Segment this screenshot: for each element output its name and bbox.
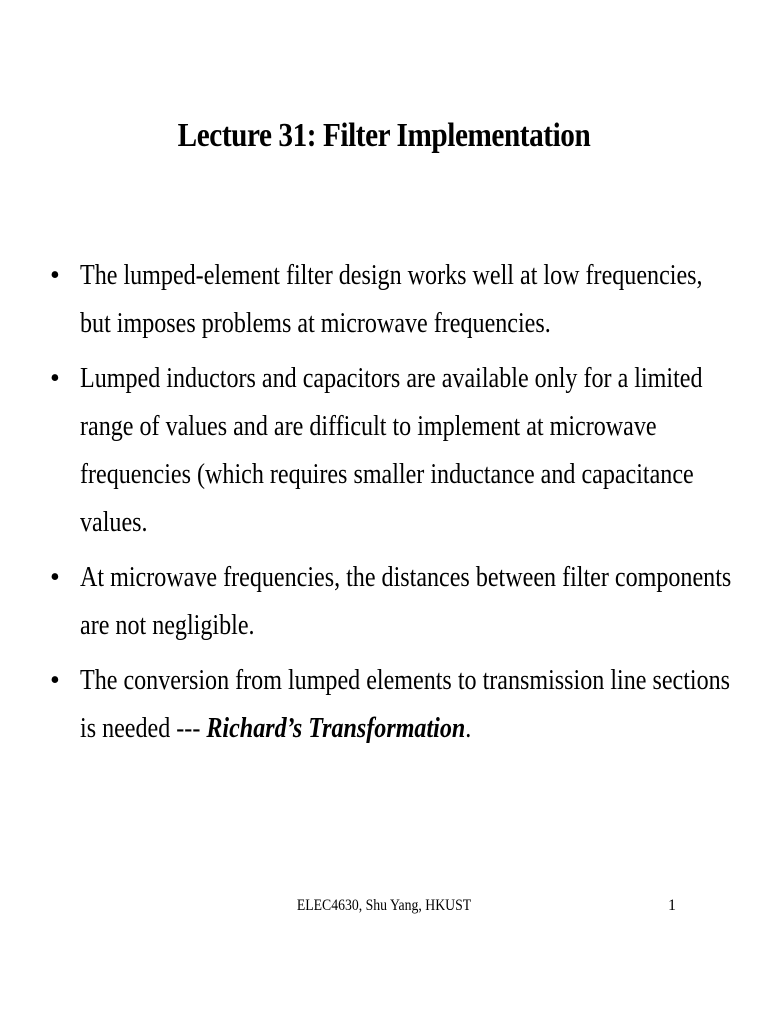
bullet-icon: • xyxy=(50,562,60,593)
page-number: 1 xyxy=(668,897,676,914)
bullet-item xyxy=(48,252,738,348)
bullet-text: Lumped inductors and capacitors are available only for a limited range of values and are difficult to implement at microwave frequencies (which requires smaller inductance and capacitance values. xyxy=(80,363,703,538)
bullet-item xyxy=(48,355,738,547)
bullet-text: The lumped-element filter design works well at low frequencies, but imposes problems at microwave frequencies. xyxy=(80,260,703,339)
footer-course: ELEC4630, Shu Yang, HKUST xyxy=(296,897,472,914)
bullet-text-plain: The conversion from lumped elements to transmission line sections is needed --- xyxy=(80,665,731,744)
slide-title: Lecture 31: Filter Implementation xyxy=(177,117,591,154)
bullet-text-emphasis: Richard’s Transformation xyxy=(206,713,466,744)
bullet-item xyxy=(48,554,738,650)
bullet-item xyxy=(48,657,738,753)
bullet-icon: • xyxy=(50,665,60,696)
bullet-text: At microwave frequencies, the distances between filter components are not negligible. xyxy=(80,562,732,641)
bullet-icon: • xyxy=(50,260,60,291)
bullet-text-end: . xyxy=(465,713,472,744)
bullet-icon: • xyxy=(50,363,60,394)
bullet-list xyxy=(48,252,738,760)
bullet-text xyxy=(80,657,734,753)
